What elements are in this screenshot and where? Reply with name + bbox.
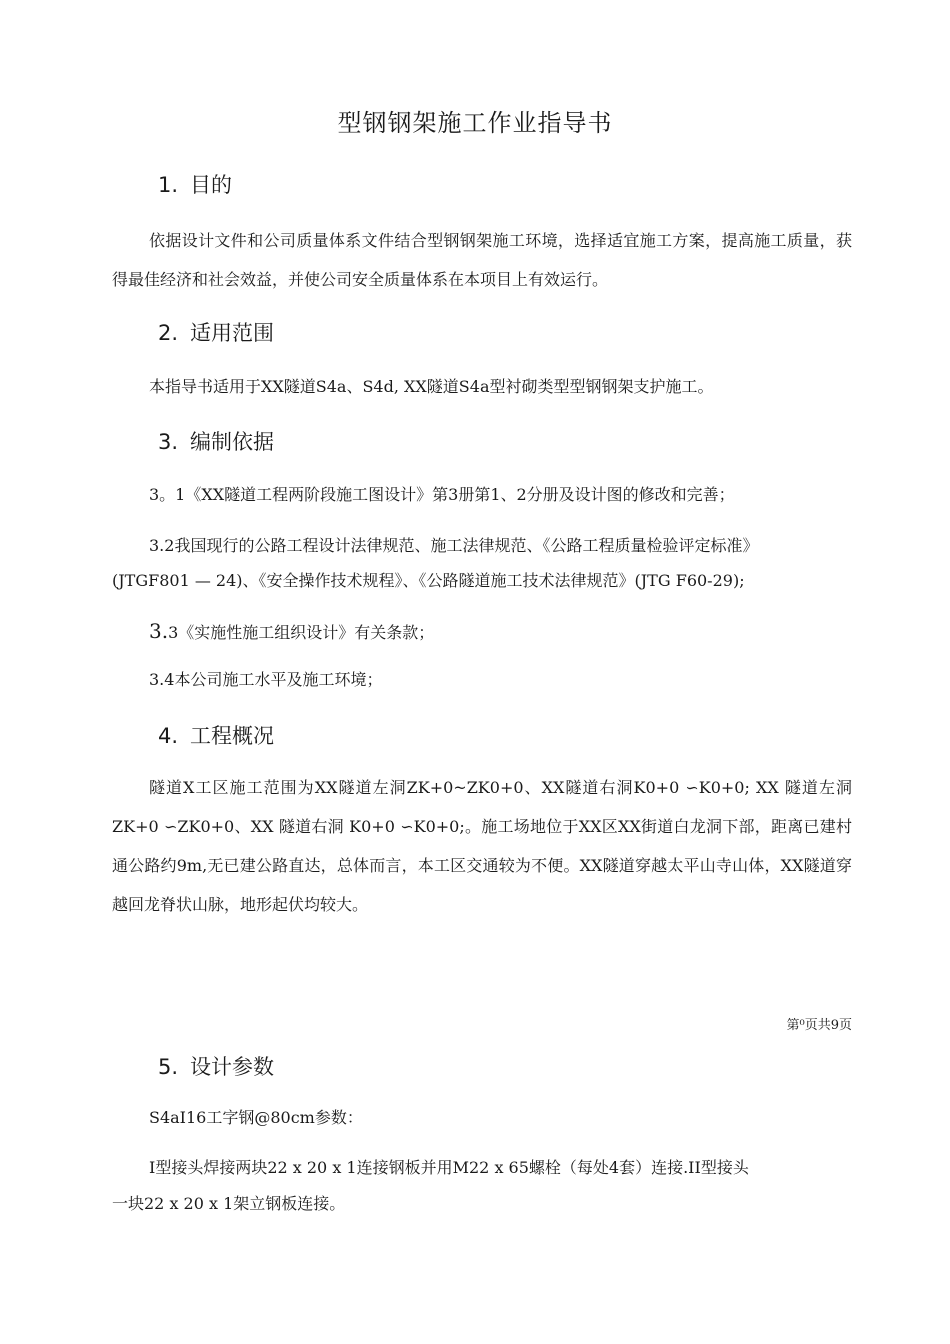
section-number: 2. <box>158 321 179 345</box>
basis-item-3-1: 3。1《XX隧道工程两阶段施工图设计》第3册第1、2分册及设计图的修改和完善； <box>149 485 735 504</box>
section-number: 3. <box>158 430 179 454</box>
parameters-item-2: I型接头焊接两块22 x 20 x 1连接钢板并用M22 x 65螺栓（每处4套）连接.II型接头 <box>149 1158 749 1177</box>
section-title: 工程概况 <box>190 724 274 748</box>
section-heading-overview <box>158 721 274 751</box>
section-heading-basis <box>158 427 274 457</box>
basis-item-3-3 <box>149 618 852 646</box>
parameters-item-1: S4aI16工字钢@80cm参数： <box>149 1108 363 1127</box>
basis-item-3-3-text: 3《实施性施工组织设计》有关条款； <box>168 623 435 642</box>
section-heading-scope <box>158 318 274 348</box>
basis-item-3-2-continued: (JTGF801 — 24)、《安全操作技术规程》、《公路隧道施工技术法律规范》(JTG F60-29); <box>112 571 745 590</box>
basis-item-3-3-prefix: 3. <box>149 619 169 643</box>
section-title: 目的 <box>190 173 232 197</box>
section-title: 编制依据 <box>190 430 274 454</box>
page-footer: 第⁰页共9页 <box>786 1018 852 1033</box>
section-title: 适用范围 <box>190 321 274 345</box>
section-number: 5. <box>158 1055 179 1079</box>
section-heading-purpose <box>158 170 232 200</box>
basis-item-3-2: 3.2我国现行的公路工程设计法律规范、施工法律规范、《公路工程质量检验评定标准》 <box>149 536 759 555</box>
section-number: 4. <box>158 724 179 748</box>
section-number: 1. <box>158 173 179 197</box>
section-paragraph-scope: 本指导书适用于XX隧道S4a、S4d, XX隧道S4a型衬砌类型型钢钢架支护施工。 <box>149 377 714 396</box>
parameters-item-2-continued: 一块22 x 20 x 1架立钢板连接。 <box>112 1194 346 1213</box>
section-paragraph-overview: 隧道X工区施工范围为XX隧道左洞ZK+0~ZK0+0、XX隧道右洞K0+0 ∽K0+0; XX 隧道左洞 ZK+0 ∽ZK0+0、XX 隧道右洞 K0+0 ∽K0+0;。施工场地位于XX区XX街道白龙洞下部，距离已建村通公路约9m,无已建公路直达，总体而言，本工区交通较为不便。XX隧道穿越太平山寺山体，XX隧道穿越回龙脊状山脉，地形起伏均较大。 <box>112 778 852 914</box>
section-paragraph-purpose: 依据设计文件和公司质量体系文件结合型钢钢架施工环境，选择适宜施工方案，提高施工质量，获得最佳经济和社会效益，并使公司安全质量体系在本项目上有效运行。 <box>112 231 852 289</box>
section-title: 设计参数 <box>190 1055 274 1079</box>
document-title: 型钢钢架施工作业指导书 <box>337 109 613 137</box>
section-heading-design-parameters <box>158 1052 274 1082</box>
basis-item-3-4: 3.4本公司施工水平及施工环境； <box>149 670 383 689</box>
